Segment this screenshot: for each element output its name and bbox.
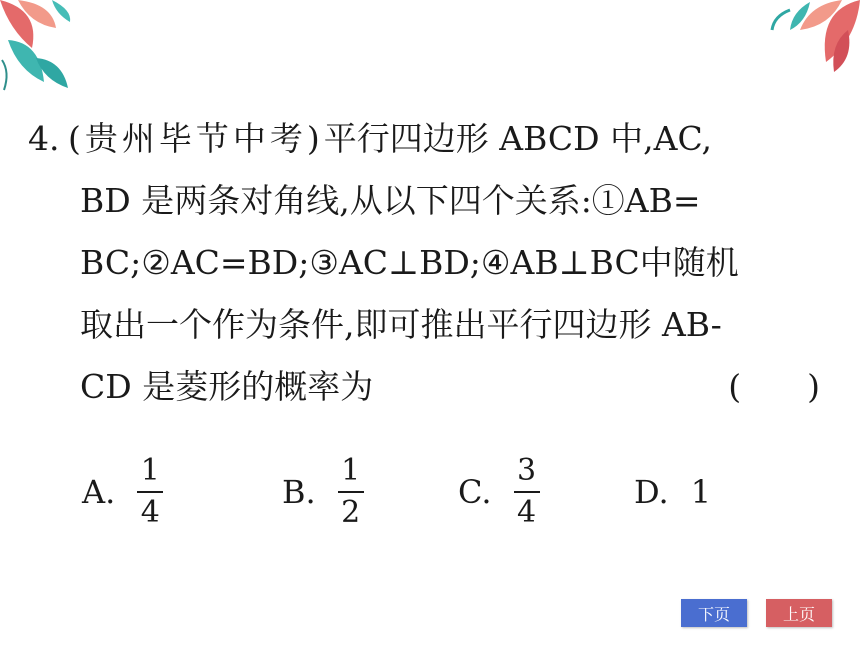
next-page-button[interactable]: 下页 — [681, 599, 747, 627]
choice-a-fraction — [137, 454, 163, 530]
question-line-1 — [28, 108, 828, 170]
question-line-3: BC;②AC=BD;③AC⊥BD;④AB⊥BC中随机 — [80, 243, 739, 282]
question-source: (贵州毕节中考) — [68, 119, 324, 158]
choice-c-label: C. — [458, 473, 492, 511]
choice-d-label: D. — [634, 473, 669, 511]
choice-a-denominator: 4 — [140, 495, 160, 530]
leaf-decoration-top-left — [0, 0, 110, 95]
question-line-5 — [28, 356, 828, 418]
choice-c-numerator: 3 — [516, 453, 537, 488]
fraction-bar — [338, 491, 364, 493]
previous-page-button[interactable]: 上页 — [766, 599, 832, 627]
choice-b-denominator: 2 — [341, 495, 361, 530]
choice-a-label: A. — [82, 473, 116, 511]
choice-b — [282, 452, 364, 532]
choice-c — [458, 452, 540, 532]
answer-bracket: ( ) — [728, 367, 820, 406]
question-block — [28, 108, 828, 418]
fraction-bar — [514, 491, 540, 493]
choice-d-value: 1 — [690, 473, 712, 511]
choice-b-fraction — [338, 454, 364, 530]
answer-choices — [82, 452, 782, 532]
fraction-bar — [137, 491, 163, 493]
choice-a-numerator: 1 — [140, 453, 160, 488]
question-line-4: 取出一个作为条件,即可推出平行四边形 AB- — [80, 305, 722, 344]
question-line-2: BD 是两条对角线,从以下四个关系:①AB= — [80, 181, 701, 220]
leaf-decoration-top-right — [730, 0, 860, 75]
question-text-line-5: CD 是菱形的概率为 — [80, 367, 374, 406]
choice-c-fraction — [514, 454, 540, 530]
choice-d — [634, 452, 711, 532]
question-number: 4. — [28, 119, 60, 158]
question-text-line-1: 平行四边形 ABCD 中,AC, — [323, 119, 713, 158]
choice-c-denominator: 4 — [516, 495, 537, 530]
choice-a — [82, 452, 163, 532]
choice-b-numerator: 1 — [341, 453, 361, 488]
choice-b-label: B. — [282, 473, 316, 511]
